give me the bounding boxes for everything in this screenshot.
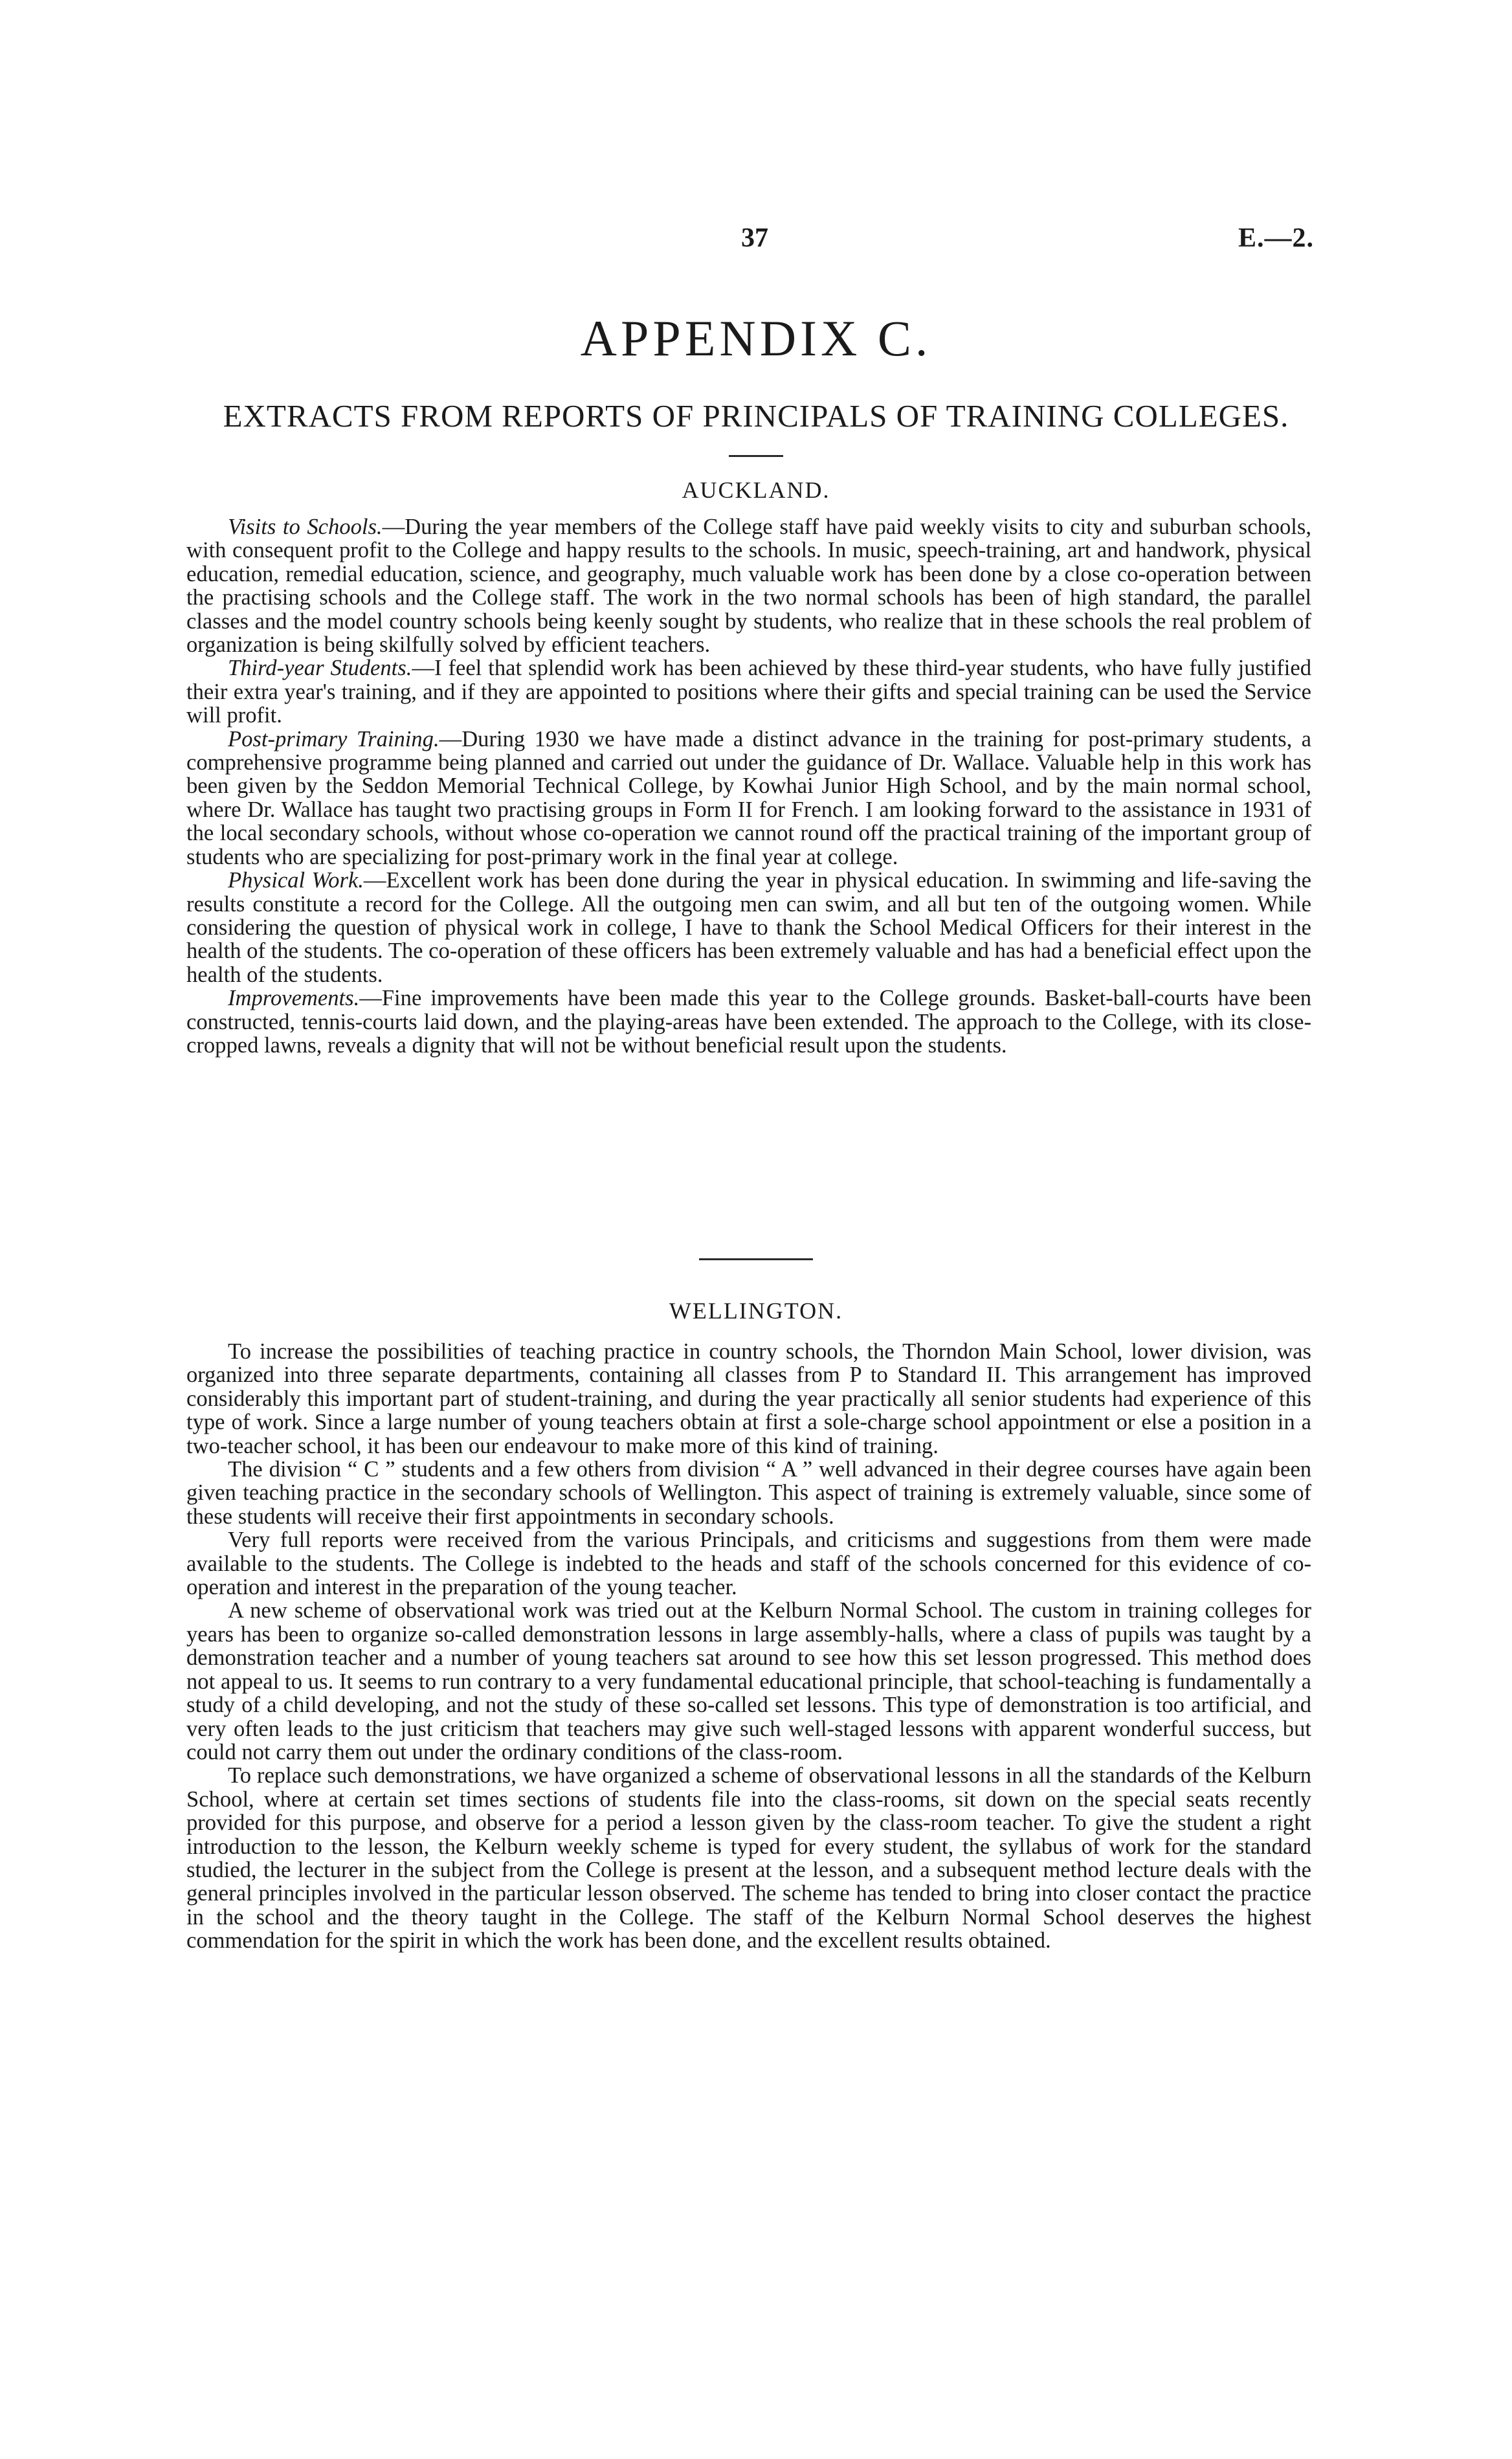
paragraph-lead: Post-primary Training. <box>228 726 439 751</box>
paragraph: The division “ C ” students and a few others from division “ A ” well advanced in their degree courses have again been given teaching practice in the secondary schools of Wellington. This aspect of training is extremely valuable, since some of these students will receive their first appointments in secondary schools. <box>186 1457 1311 1529</box>
paragraph-lead: Improvements. <box>228 986 360 1011</box>
paragraph: Very full reports were received from the various Principals, and criticisms and suggestions from them were made available to the students. The College is indebted to the heads and staff of the schools concerned for this evidence of co-operation and interest in the preparation of the young teacher. <box>186 1528 1311 1600</box>
section-heading-wellington: WELLINGTON. <box>669 1298 843 1324</box>
paragraph <box>186 869 1311 986</box>
paragraph-lead: Physical Work. <box>228 868 364 893</box>
paragraph-text: —I feel that splendid work has been achieved by these third-year students, who have fully justified their extra year's training, and if they are appointed to positions where their gifts and special training can be used the Service will profit. <box>186 656 1312 728</box>
section-divider <box>699 1258 813 1260</box>
document-reference: E.—2. <box>1238 223 1314 253</box>
paragraph: To replace such demonstrations, we have organized a scheme of observational lessons in all the standards of the Kelburn School, where at certain set times sections of students file into the class-rooms, sit down on the special seats recently provided for this purpose, and observe for a period a lesson given by the class-room teacher. To give the student a right introduction to the lesson, the Kelburn weekly scheme is typed for every student, the syllabus of work for the standard studied, the lecturer in the subject from the College is present at the lesson, and a subsequent method lecture deals with the general principles involved in the particular lesson observed. The scheme has tended to bring into closer contact the practice in the school and the theory taught in the College. The staff of the Kelburn Normal School deserves the highest commendation for the spirit in which the work has been done, and the excellent results obtained. <box>186 1763 1311 1953</box>
section-heading-auckland: AUCKLAND. <box>682 477 830 503</box>
paragraph-text: —During the year members of the College staff have paid weekly visits to city and suburban schools, with consequent profit to the College and happy results to the schools. In music, speech-training, art and handwork, physical education, remedial education, science, and geography, much valuable work has been done by a close co-operation between the practising schools and the College staff. The work in the two normal schools has been of high standard, the parallel classes and the model country schools being keenly sought by students, who realize that in these schools the real problem of organization is being skilfully solved by efficient teachers. <box>186 515 1312 658</box>
paragraph-text: —During 1930 we have made a distinct advance in the training for post-primary students, a comprehensive programme being planned and carried out under the guidance of Dr. Wallace. Valuable help in this work has been given by the Seddon Memorial Technical College, by Kowhai Junior High School, and by the main normal school, where Dr. Wallace has taught two practising groups in Form II for French. I am looking forward to the assistance in 1931 of the local secondary schools, without whose co-operation we cannot round off the practical training of the important group of students who are specializing for post-primary work in the final year at college. <box>186 726 1312 869</box>
auckland-section <box>186 515 1311 1057</box>
paragraph-text: —Excellent work has been done during the year in physical education. In swimming and life-saving the results constitute a record for the College. All the outgoing men can swim, and all but ten of the outgoing women. While considering the question of physical work in college, I have to thank the School Medical Officers for their interest in the health of the students. The co-operation of these officers has been extremely valuable and has had a beneficial effect upon the health of the students. <box>186 868 1312 987</box>
paragraph <box>186 728 1311 869</box>
paragraph <box>186 656 1311 727</box>
paragraph-lead: Visits to Schools. <box>228 515 383 539</box>
appendix-title: APPENDIX C. <box>580 310 932 366</box>
page-number: 37 <box>741 223 768 253</box>
paragraph <box>186 986 1311 1057</box>
paragraph: A new scheme of observational work was tried out at the Kelburn Normal School. The custom in training colleges for years has been to organize so-called demonstration lessons in large assembly-halls, where a class of pupils was taught by a demonstration teacher and a number of young teachers sat around to see how this set lesson progressed. This method does not appeal to us. It seems to run contrary to a very fundamental educational principle, that school-teaching is fundamentally a study of a child developing, and not the study of these so-called set lessons. This type of demonstration is too artificial, and very often leads to the just criticism that teachers may give such well-staged lessons with apparent wonderful success, but could not carry them out under the ordinary conditions of the class-room. <box>186 1598 1311 1764</box>
paragraph-lead: Third-year Students. <box>228 656 412 681</box>
main-heading: EXTRACTS FROM REPORTS OF PRINCIPALS OF TRAINING COLLEGES. <box>223 398 1289 434</box>
heading-divider <box>729 455 783 457</box>
wellington-section <box>186 1340 1311 1953</box>
paragraph-text: —Fine improvements have been made this year to the College grounds. Basket-ball-courts have been constructed, tennis-courts laid down, and the playing-areas have been extended. The approach to the College, with its close-cropped lawns, reveals a dignity that will not be without beneficial result upon the students. <box>186 986 1311 1058</box>
paragraph: To increase the possibilities of teaching practice in country schools, the Thorndon Main School, lower division, was organized into three separate departments, containing all classes from P to Standard II. This arrangement has improved considerably this important part of student-training, and during the year practically all senior students had experience of this type of work. Since a large number of young teachers obtain at first a sole-charge school appointment or else a position in a two-teacher school, it has been our endeavour to make more of this kind of training. <box>186 1339 1311 1458</box>
paragraph <box>186 515 1311 656</box>
